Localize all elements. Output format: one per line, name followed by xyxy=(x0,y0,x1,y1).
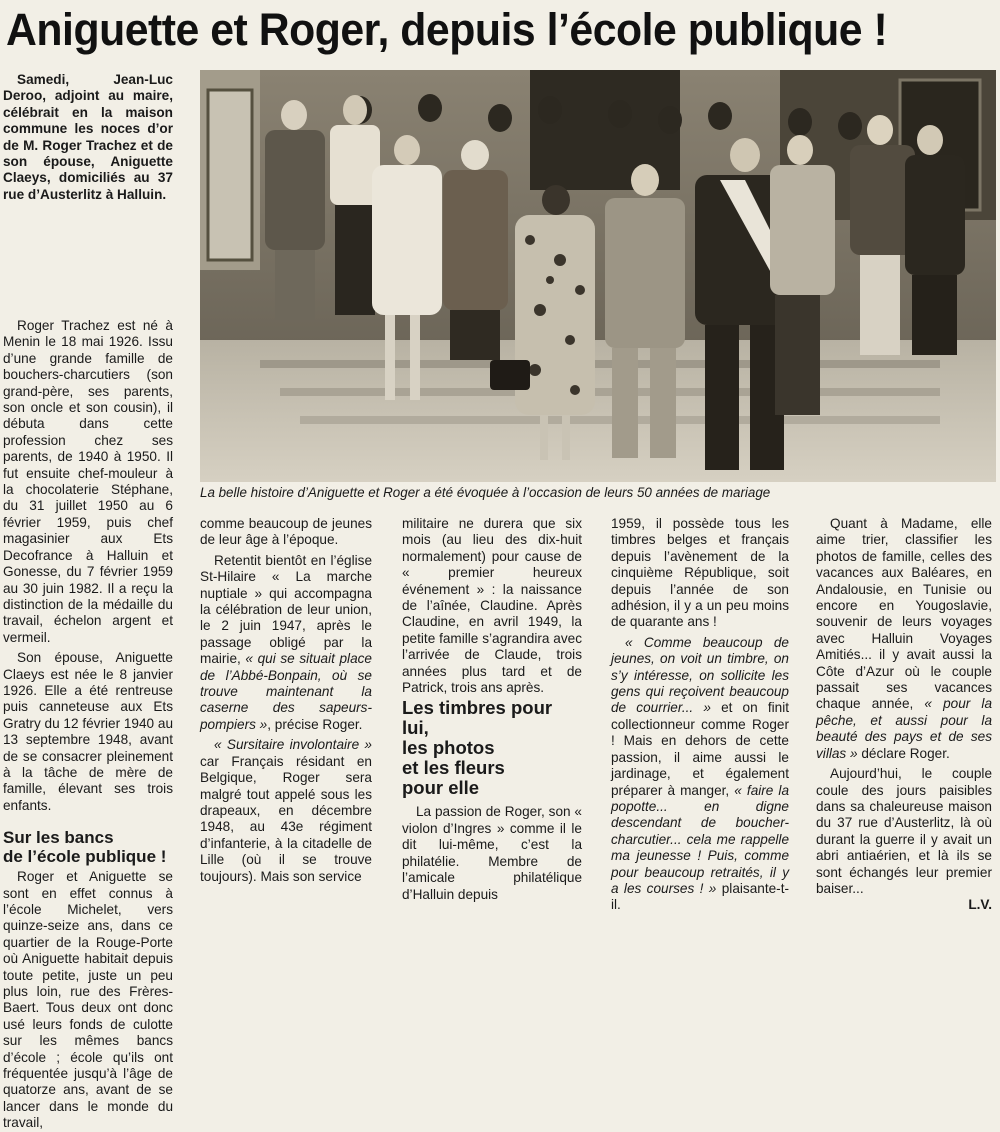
paragraph xyxy=(611,635,789,914)
subheading-line: et les fleurs xyxy=(402,757,505,779)
lead-paragraph: Samedi, Jean-Luc Deroo, adjoint au maire, célébrait en la maison commune les noces d’or de M. Roger Trachez et de son épouse, Aniguette Claeys, domiciliés au 37 rue d’Austerlitz à Halluin. xyxy=(3,72,173,202)
paragraph: Roger Trachez est né à Menin le 18 mai 1926. Issu d’une grande famille de bouchers-charcutiers (son grand-père, ses parents, son oncle et son cousin), il débuta dans cette profession chez ses parents, de 1940 à 1950. Il fut ensuite chef-mouleur à la chocolaterie Stéphane, du 31 juillet 1950 au 6 février 1959, puis chef magasinier aux Ets Decofrance à Halluin et Gonesse, du 7 février 1959 au 30 juin 1982. Il a reçu la distinction de la médaille du travail, échelon argent et vermeil. xyxy=(3,318,173,645)
subheading-line: de l’école publique ! xyxy=(3,847,167,867)
text-run: Retentit bientôt en l’église St-Hilaire « La marche nuptiale » qui accompagna la célébration de leur union, le 2 juin 1947, après le passage obligé par la mairie, xyxy=(200,552,372,667)
photo-illustration xyxy=(200,70,996,482)
paragraph: Son épouse, Aniguette Claeys est née le 8 janvier 1926. Elle a été rentreuse puis canneteuse aux Ets Gratry du 12 février 1940 au 13 septembre 1948, avant de se consacrer pleinement à la tâche de mère de famille, élevant ses trois enfants. xyxy=(3,650,174,813)
column-5 xyxy=(816,516,992,914)
paragraph xyxy=(816,516,992,762)
subheading xyxy=(402,698,582,798)
paragraph: Roger et Aniguette se sont en effet connus à l’école Michelet, vers quinze-seize ans, dans ce quartier de la Rouge-Porte où Aniguette habitait depuis toute petite, juste un peu plus loin, rue des Frères-Baert. Tous deux ont donc usé leurs fonds de culotte sur les mêmes bancs d’école ; école qu’ils ont fréquentée jusqu’à l’âge de quatorze ans, avant de se lancer dans le monde du travail, xyxy=(3,869,173,1131)
quote: « qui se situait place de l’Abbé-Bonpain, où se trouve maintenant la caserne des sapeurs-pompiers » xyxy=(200,651,372,732)
subheading xyxy=(3,828,173,866)
column-1-top xyxy=(3,72,173,203)
subheading-line: Les timbres pour lui, xyxy=(402,697,553,739)
paragraph xyxy=(200,737,372,885)
quote: « faire la popotte... en digne descendant de boucher-charcutier... cela me rappelle ma jeunesse ! Puis, comme pour beaucoup retraités, il y a les courses ! » xyxy=(611,782,790,896)
paragraph: La passion de Roger, son « violon d’Ingres » comme il le dit lui-même, c’est la philatélie. Membre de l’amicale philatélique d’Halluin depuis xyxy=(402,804,582,902)
paragraph: 1959, il possède tous les timbres belges et français depuis l’avènement de la cinquième République, soit depuis l’année de son adhésion, il y a un peu moins de quarante ans ! xyxy=(611,516,789,630)
paragraph: militaire ne durera que six mois (au lieu des dix-huit normalement) pour cause de « premier heureux événement » : la naissance de l’aînée, Claudine. Après Claudine, en avril 1949, la petite famille s’agrandira avec l’arrivée de Claude, trois années plus tard et de Patrick, trois ans après. xyxy=(402,516,582,696)
paragraph: Aujourd’hui, le couple coule des jours paisibles dans sa chaleureuse maison du 37 rue d’Austerlitz, là où durant la guerre il y avait un abri antiaérien, et là ils se sont échangés leur premier baiser... xyxy=(816,766,992,896)
text-run: plaisante-t-il. xyxy=(611,880,789,913)
text-run: car Français résidant en Belgique, Roger sera malgré tout appelé sous les drapeaux, en décembre 1948, au 43e régiment d’infanterie, à la citadelle de Lille (où il se trouve toujours). Mais son service xyxy=(200,753,372,884)
text-run: et on finit collectionneur comme Roger ! Mais en dehors de cette passion, il aime aussi le jardinage, et également préparer à manger, xyxy=(611,700,789,798)
quote: « Sursitaire involontaire » xyxy=(214,737,372,753)
text-run: déclare Roger. xyxy=(857,745,950,761)
wedding-photo xyxy=(200,70,996,482)
quote: « pour la pêche, et aussi pour la beauté des pays et de ses villas » xyxy=(816,696,993,761)
quote: « Comme beaucoup de jeunes, on voit un timbre, on s’y intéresse, on sollicite les gens qui reçoivent beaucoup de courrier... » xyxy=(611,634,789,716)
paragraph xyxy=(200,553,372,733)
headline: Aniguette et Roger, depuis l’école publique ! xyxy=(6,4,888,55)
photo-caption: La belle histoire d’Aniguette et Roger a été évoquée à l’occasion de leurs 50 années de mariage xyxy=(200,485,771,500)
subheading-line: pour elle xyxy=(402,777,480,799)
column-1-body xyxy=(3,318,173,1132)
text-run: , précise Roger. xyxy=(267,716,363,732)
column-3 xyxy=(402,516,582,903)
subheading-line: Sur les bancs xyxy=(3,828,114,848)
column-2 xyxy=(200,516,372,885)
paragraph: comme beaucoup de jeunes de leur âge à l’époque. xyxy=(200,516,372,548)
text-run: Quant à Madame, elle aime trier, classifier les photos de famille, celles des vacances aux Baléares, en Andalousie, en Tunisie ou encore en Yougoslavie, souvenir de leurs voyages avec Halluin Voyages Amitiés... il y avait aussi la Côte d’Azur où le couple passait ses vacances chaque année, xyxy=(816,516,992,712)
subheading-line: les photos xyxy=(402,737,495,759)
author-signature: L.V. xyxy=(968,897,992,913)
column-4 xyxy=(611,516,789,914)
